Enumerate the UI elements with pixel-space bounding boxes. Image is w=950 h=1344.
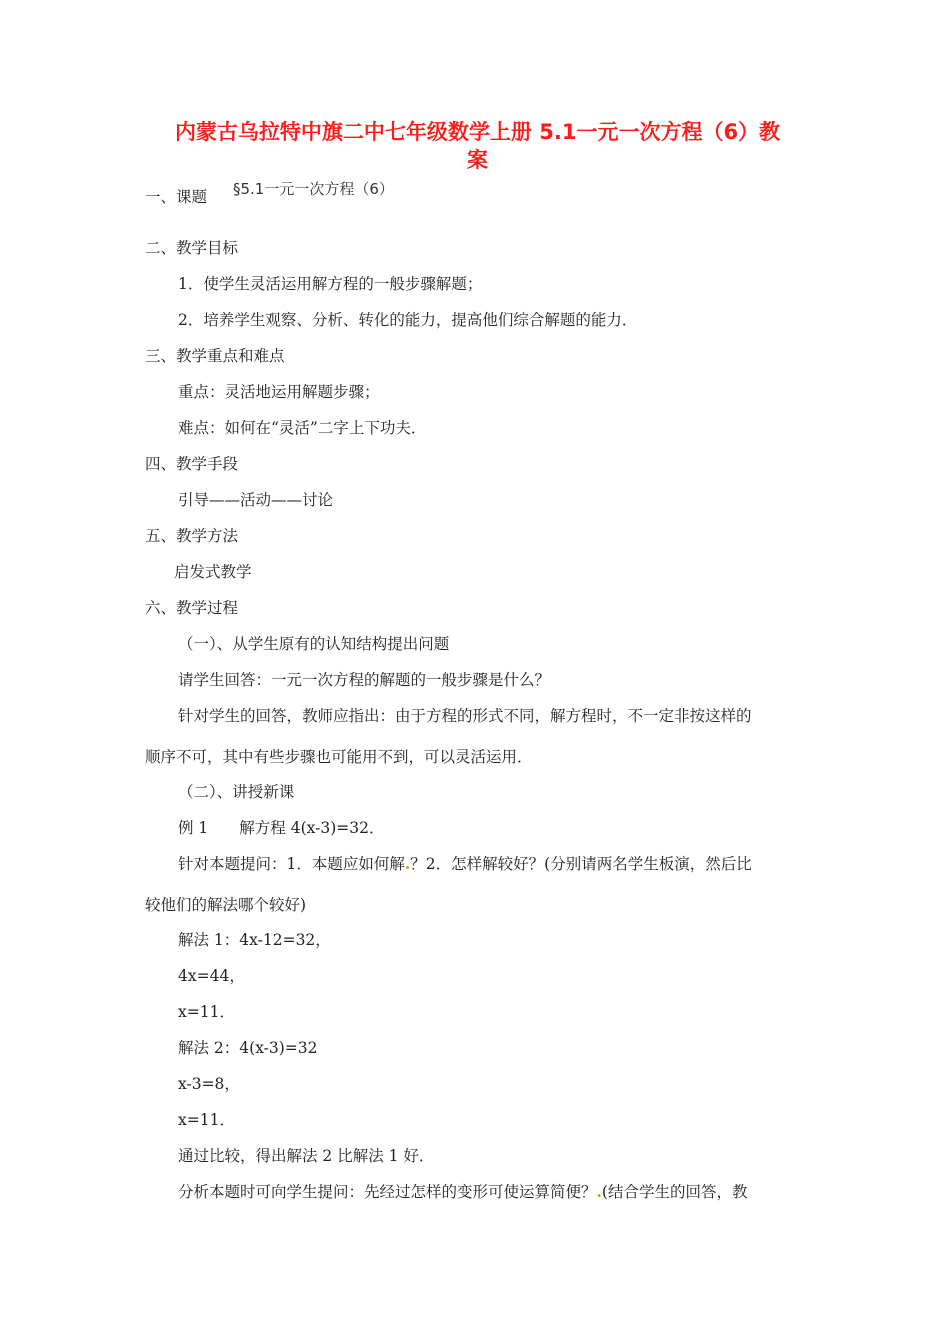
teaching-method: 启发式教学 <box>174 563 252 581</box>
document-title <box>145 118 810 174</box>
part-1-heading: （一）、从学生原有的认知结构提出问题 <box>178 635 450 653</box>
example-1-question-line-2: 较他们的解法哪个较好) <box>145 896 307 914</box>
example-1: 例 1 解方程 4(x-3)=32． <box>178 819 385 837</box>
solution-1-step-2: 4x=44， <box>178 967 245 985</box>
title-line-1: 内蒙古乌拉特中旗二中七年级数学上册 5.1一元一次方程（6）教 <box>174 120 781 144</box>
section-4-heading: 四、教学手段 <box>145 455 239 473</box>
part-1-answer-line-1: 针对学生的回答，教师应指出：由于方程的形式不同，解方程时，不一定非按这样的 <box>178 707 752 725</box>
section-topic-label: 一、课题 <box>145 188 208 206</box>
solution-1-step-1: 解法 1：4x-12=32， <box>178 931 331 949</box>
yellow-dot-mark-2: . <box>596 1182 602 1201</box>
part-1-answer-line-2: 顺序不可，其中有些步骤也可能用不到，可以灵活运用． <box>145 748 533 766</box>
difficulty: 难点：如何在“灵活”二字上下功夫． <box>178 419 427 437</box>
yellow-dot-mark: . <box>404 854 411 873</box>
example-1-question-line-1: 针对本题提问：1．本题应如何解.？2．怎样解较好？(分别请两名学生板演，然后比 <box>178 854 752 873</box>
section-6-heading: 六、教学过程 <box>145 599 239 617</box>
solution-2-step-2: x-3=8， <box>178 1075 240 1093</box>
key-point: 重点：灵活地运用解题步骤； <box>178 383 380 401</box>
solution-2-step-3: x=11． <box>178 1111 235 1129</box>
section-2-heading: 二、教学目标 <box>145 239 239 257</box>
teaching-means: 引导——活动——讨论 <box>178 491 334 509</box>
analysis-line: 分析本题时可向学生提问：先经过怎样的变形可使运算简便？.(结合学生的回答，教 <box>178 1182 748 1201</box>
goal-2: 2．培养学生观察、分析、转化的能力，提高他们综合解题的能力． <box>178 311 638 329</box>
solution-2-step-1: 解法 2：4(x-3)=32 <box>178 1039 318 1057</box>
title-line-2: 案 <box>467 148 488 172</box>
section-3-heading: 三、教学重点和难点 <box>145 347 285 365</box>
part-1-question: 请学生回答：一元一次方程的解题的一般步骤是什么？ <box>178 671 551 689</box>
goal-1: 1．使学生灵活运用解方程的一般步骤解题； <box>178 275 483 293</box>
solution-1-step-3: x=11． <box>178 1003 235 1021</box>
part-2-heading: （二）、讲授新课 <box>178 783 295 801</box>
comparison: 通过比较，得出解法 2 比解法 1 好． <box>178 1147 435 1165</box>
section-5-heading: 五、教学方法 <box>145 527 239 545</box>
topic-value: §5.1一元一次方程（6） <box>233 180 394 198</box>
